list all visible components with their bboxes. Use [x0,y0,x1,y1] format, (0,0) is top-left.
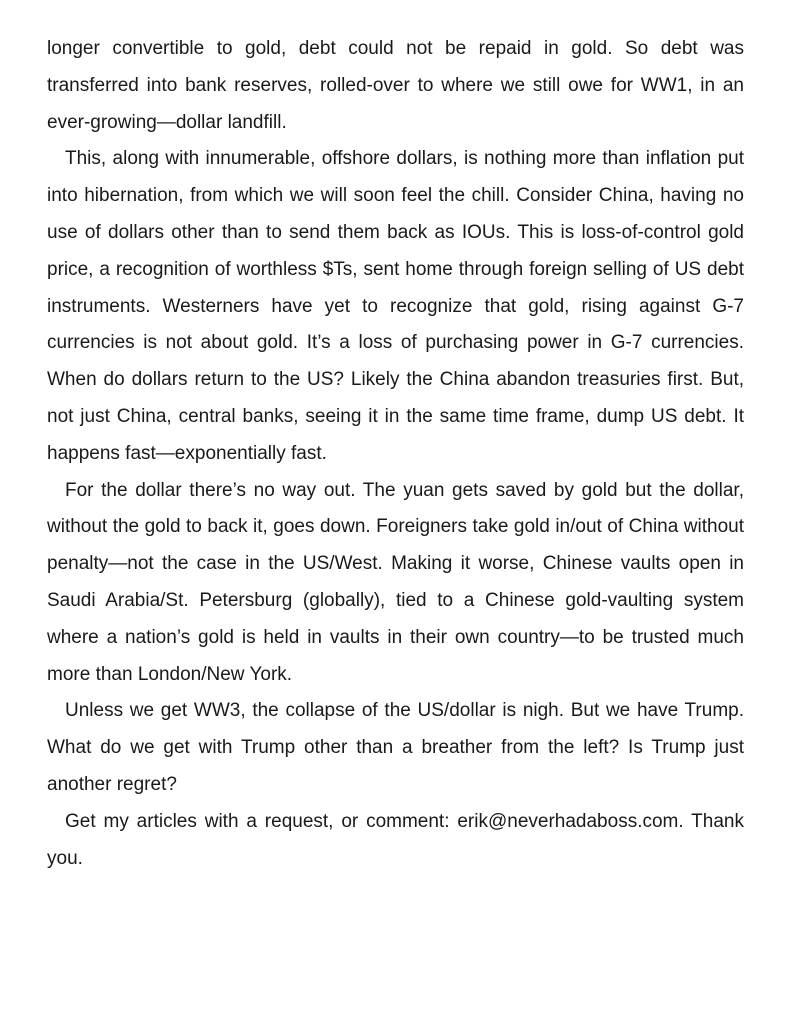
paragraph-trump: Unless we get WW3, the collapse of the US/dollar is nigh. But we have Trump. What do we get with Trump other than a breather from the left? Is Trump just another regret? [47,700,744,795]
document-page [47,31,744,877]
thank-you-text: . Thank you. [47,810,744,869]
paragraph-contact [47,804,744,878]
email-link[interactable]: erik@neverhadaboss.com [457,810,679,832]
paragraph-no-way-out: For the dollar there’s no way out. The yuan gets saved by gold but the dollar, without the gold to back it, goes down. Foreigners take gold in/out of China without penalty—not the case in the US/West. Making it worse, Chinese vaults open in Saudi Arabia/St. Petersburg (globally), tied to a Chinese gold-vaulting system where a nation’s gold is held in vaults in their own country—to be trusted much more than London/New York. [47,479,744,685]
paragraph-continuation: longer convertible to gold, debt could not be repaid in gold. So debt was transferred into bank reserves, rolled-over to where we still owe for WW1, in an ever-growing—dollar landfill. [47,38,744,133]
paragraph-inflation-hibernation: This, along with innumerable, offshore dollars, is nothing more than inflation put into hibernation, from which we will soon feel the chill. Consider China, having no use of dollars other than to send them back as IOUs. This is loss-of-control gold price, a recognition of worthless $Ts, sent home through foreign selling of US debt instruments. Westerners have yet to recognize that gold, rising against G-7 currencies is not about gold. It’s a loss of purchasing power in G-7 currencies. When do dollars return to the US? Likely the China abandon treasuries first. But, not just China, central banks, seeing it in the same time frame, dump US debt. It happens fast—exponentially fast. [47,148,744,464]
contact-text: Get my articles with a request, or comment: [65,810,458,832]
